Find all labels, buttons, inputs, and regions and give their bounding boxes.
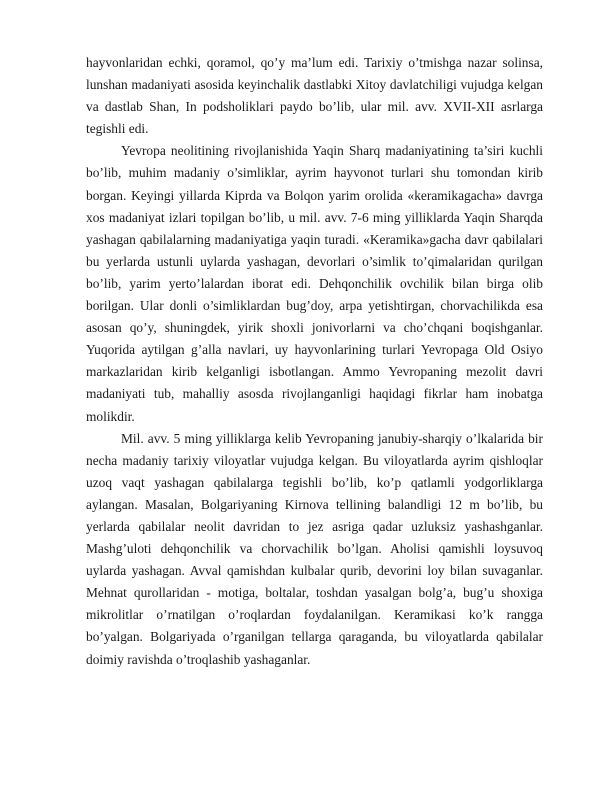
document-page	[86, 52, 543, 671]
paragraph-3: Mil. avv. 5 ming yilliklarga kelib Yevropaning janubiy-sharqiy o’lkalarida bir necha madaniy tarixiy viloyatlar vujudga kelgan. Bu viloyatlarda ayrim qishloqlar uzoq vaqt yashagan qabilalarga tegishli bo’lib, ko’p qatlamli yodgorliklarga aylangan. Masalan, Bolgariyaning Kirnova tellining balandligi 12 m bo’lib, bu yerlarda qabilalar neolit davridan to jez asriga qadar uzluksiz yashashganlar. Mashg’uloti dehqonchilik va chorvachilik bo’lgan. Aholisi qamishli loysuvoq uylarda yashagan. Avval qamishdan kulbalar qurib, devorini loy bilan suvaganlar. Mehnat qurollaridan - motiga, boltalar, toshdan yasalgan bolg’a, bug’u shoxiga mikrolitlar o’rnatilgan o’roqlardan foydalanilgan. Keramikasi ko’k rangga bo’yalgan. Bolgariyada o’rganilgan tellarga qaraganda, bu viloyatlarda qabilalar doimiy ravishda o’troqlashib yashaganlar.	[86, 430, 543, 667]
paragraph-1: hayvonlaridan echki, qoramol, qo’y ma’lum edi. Tarixiy o’tmishga nazar solinsa, lunshan madaniyati asosida keyinchalik dastlabki Xitoy davlatchiligi vujudga kelgan va dastlab Shan, In podsholiklari paydo bo’lib, ular mil. avv. XVII-XII asrlarga tegishli edi.	[86, 55, 543, 137]
paragraph-2: Yevropa neolitining rivojlanishida Yaqin Sharq madaniyatining ta’siri kuchli bo’lib, muhim madaniy o’simliklar, ayrim hayvonot turlari shu tomondan kirib borgan. Keyingi yillarda Kiprda va Bolqon yarim orolida «keramikagacha» davrga xos madaniyat izlari topilgan bo’lib, u mil. avv. 7-6 ming yilliklarda Yaqin Sharqda yashagan qabilalarning madaniyatiga yaqin turadi. «Keramika»gacha davr qabilalari bu yerlarda ustunli uylarda yashagan, devorlari o’simlik to’qimalaridan qurilgan bo’lib, yarim yerto’lalardan iborat edi. Dehqonchilik ovchilik bilan birga olib borilgan. Ular donli o’simliklardan bug’doy, arpa yetishtirgan, chorvachilikda esa asosan qo’y, shuningdek, yirik shoxli jonivorlarni va cho’chqani boqishganlar. Yuqorida aytilgan g’alla navlari, uy hayvonlarining turlari Yevropaga Old Osiyo markazlaridan kirib kelganligi isbotlangan. Ammo Yevropaning mezolit davri madaniyati tub, mahalliy asosda rivojlanganligi haqidagi fikrlar ham inobatga molikdir.	[86, 143, 543, 424]
